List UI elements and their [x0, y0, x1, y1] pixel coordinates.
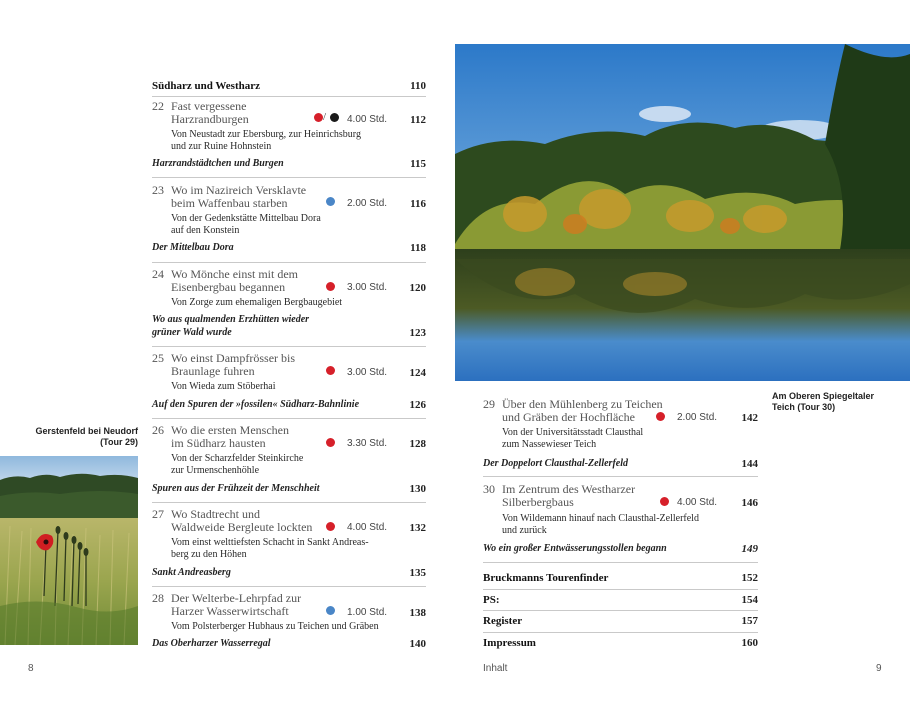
tour-title-line1: Im Zentrum des Westharzer	[502, 482, 636, 496]
tour-page: 120	[409, 282, 426, 294]
tour-number: 23	[152, 183, 164, 197]
tour-subtitle-line1: Von der Universitätsstadt Clausthal	[502, 427, 644, 438]
divider	[152, 262, 426, 263]
tour-title-line1: Fast vergessene	[171, 99, 247, 113]
tour-title-line1: Wo einst Dampfrösser bis	[171, 351, 296, 365]
difficulty-red-dot	[326, 282, 335, 291]
tour-title-line2: im Südharz hausten	[171, 436, 266, 450]
tour-page: 132	[409, 522, 426, 534]
tour-title-line2: Harzer Wasserwirtschaft	[171, 604, 289, 618]
tour-duration: 2.00 Std.	[677, 412, 718, 423]
tour-number: 27	[152, 507, 164, 521]
tour-subtitle-line2: auf den Konstein	[171, 225, 240, 236]
difficulty-red-dot	[656, 412, 665, 421]
tour-number: 24	[152, 267, 164, 281]
feature-title: Auf den Spuren der »fossilen« Südharz-Bahnlinie	[152, 399, 360, 410]
section-heading: Südharz und Westharz	[152, 80, 260, 92]
feature-page: 118	[410, 242, 426, 254]
divider	[483, 562, 758, 563]
tour-title-line2: Waldweide Bergleute lockten	[171, 520, 313, 534]
divider	[483, 476, 758, 477]
footer-label: Inhalt	[483, 663, 508, 674]
feature-page: 135	[409, 567, 426, 579]
appendix-page: 154	[741, 594, 758, 606]
tour-subtitle-line1: Von Zorge zum ehemaligen Bergbaugebiet	[171, 297, 343, 308]
barley-field-photo	[0, 456, 138, 645]
photo-caption-line2: (Tour 29)	[100, 437, 138, 447]
tour-page: 146	[741, 497, 758, 509]
tour-subtitle-line1: Von Wildemann hinauf nach Clausthal-Zellerfeld	[502, 513, 699, 524]
appendix-page: 157	[741, 615, 758, 627]
tour-duration: 3.30 Std.	[347, 438, 388, 449]
tour-subtitle-line2: berg zu den Höhen	[171, 549, 247, 560]
tour-title-line2: beim Waffenbau starben	[171, 196, 288, 210]
tour-number: 30	[483, 482, 495, 496]
feature-page: 140	[409, 638, 426, 650]
tour-duration: 4.00 Std.	[347, 522, 388, 533]
tour-subtitle-line1: Von der Scharzfelder Steinkirche	[171, 453, 304, 464]
tour-subtitle-line1: Vom Polsterberger Hubhaus zu Teichen und Gräben	[171, 621, 379, 632]
tour-title-line2: und Gräben der Hochfläche	[502, 410, 635, 424]
page-number-right: 9	[876, 663, 882, 674]
tour-page: 142	[741, 412, 758, 424]
feature-page: 126	[409, 399, 426, 411]
feature-page: 149	[741, 543, 758, 555]
photo-caption-line2: Teich (Tour 30)	[772, 402, 836, 412]
tour-number: 26	[152, 423, 164, 437]
difficulty-red-dot	[326, 366, 335, 375]
divider	[152, 346, 426, 347]
tour-duration: 4.00 Std.	[677, 497, 718, 508]
lake-photo	[455, 44, 910, 381]
tour-duration: 3.00 Std.	[347, 367, 388, 378]
feature-title-line1: Wo aus qualmenden Erzhütten wieder	[152, 314, 310, 325]
page-number-left: 8	[28, 663, 34, 674]
difficulty-black-dot	[330, 113, 339, 122]
feature-title: Wo ein großer Entwässerungsstollen begann	[483, 543, 667, 554]
difficulty-blue-dot	[326, 606, 335, 615]
section-page: 110	[410, 80, 426, 92]
feature-title: Der Doppelort Clausthal-Zellerfeld	[483, 458, 628, 469]
photo-caption-line1: Gerstenfeld bei Neudorf	[35, 426, 138, 436]
tour-page: 116	[410, 198, 426, 210]
tour-title-line1: Über den Mühlenberg zu Teichen	[502, 397, 663, 411]
tour-duration: 1.00 Std.	[347, 607, 388, 618]
feature-page: 115	[410, 158, 426, 170]
appendix-page: 160	[741, 637, 758, 649]
tour-title-line1: Wo im Nazireich Versklavte	[171, 183, 307, 197]
tour-duration: 2.00 Std.	[347, 198, 388, 209]
difficulty-red-dot	[326, 438, 335, 447]
tour-title-line2: Harzrandburgen	[171, 112, 249, 126]
tour-number: 28	[152, 591, 164, 605]
tour-title-line1: Wo Mönche einst mit dem	[171, 267, 299, 281]
photo-caption-line1: Am Oberen Spiegeltaler	[772, 391, 875, 401]
tour-duration: 3.00 Std.	[347, 282, 388, 293]
tour-subtitle-line1: Von Neustadt zur Ebersburg, zur Heinrichsburg	[171, 129, 361, 140]
tour-page: 128	[409, 438, 426, 450]
tour-page: 138	[409, 607, 426, 619]
divider	[483, 589, 758, 590]
tour-page: 124	[409, 367, 426, 379]
tour-subtitle-line2: und zurück	[502, 525, 547, 536]
tour-title-line2: Braunlage fuhren	[171, 364, 255, 378]
tour-subtitle-line1: Von Wieda zum Stöberhai	[171, 381, 276, 392]
feature-page: 130	[409, 483, 426, 495]
feature-title: Spuren aus der Frühzeit der Menschheit	[152, 483, 320, 494]
tour-number: 29	[483, 397, 495, 411]
feature-title-line2: grüner Wald wurde	[152, 327, 232, 338]
feature-title: Harzrandstädtchen und Burgen	[152, 158, 284, 169]
divider	[152, 586, 426, 587]
tour-subtitle-line2: zum Nassewieser Teich	[502, 439, 597, 450]
appendix-title: Register	[483, 615, 523, 627]
tour-subtitle-line1: Von der Gedenkstätte Mittelbau Dora	[171, 213, 321, 224]
divider	[152, 418, 426, 419]
tour-title-line1: Wo die ersten Menschen	[171, 423, 289, 437]
tour-subtitle-line2: und zur Ruine Hohnstein	[171, 141, 272, 152]
appendix-title: Bruckmanns Tourenfinder	[483, 572, 609, 584]
tour-title-line2: Silberbergbaus	[502, 495, 574, 509]
tour-title-line1: Wo Stadtrecht und	[171, 507, 261, 521]
divider	[152, 96, 426, 97]
tour-title-line2: Eisenbergbau begannen	[171, 280, 286, 294]
appendix-page: 152	[741, 572, 758, 584]
difficulty-red-dot	[660, 497, 669, 506]
feature-title: Das Oberharzer Wasserregal	[152, 638, 271, 649]
tour-title-line1: Der Welterbe-Lehrpfad zur	[171, 591, 302, 605]
tour-subtitle-line2: zur Urmenschenhöhle	[171, 465, 260, 476]
difficulty-blue-dot	[326, 197, 335, 206]
feature-page: 144	[741, 458, 758, 470]
difficulty-red-dot	[314, 113, 323, 122]
tour-duration: 4.00 Std.	[347, 114, 388, 125]
appendix-title: Impressum	[483, 637, 536, 649]
divider	[483, 632, 758, 633]
tour-number: 22	[152, 99, 164, 113]
feature-page: 123	[409, 327, 426, 339]
divider	[483, 610, 758, 611]
difficulty-red-dot	[326, 522, 335, 531]
appendix-title: PS:	[483, 594, 500, 606]
tour-page: 112	[410, 114, 426, 126]
feature-title: Der Mittelbau Dora	[152, 242, 234, 253]
divider	[152, 502, 426, 503]
tour-subtitle-line1: Vom einst welttiefsten Schacht in Sankt Andreas-	[171, 537, 369, 548]
divider	[152, 177, 426, 178]
tour-number: 25	[152, 351, 164, 365]
feature-title: Sankt Andreasberg	[152, 567, 231, 578]
